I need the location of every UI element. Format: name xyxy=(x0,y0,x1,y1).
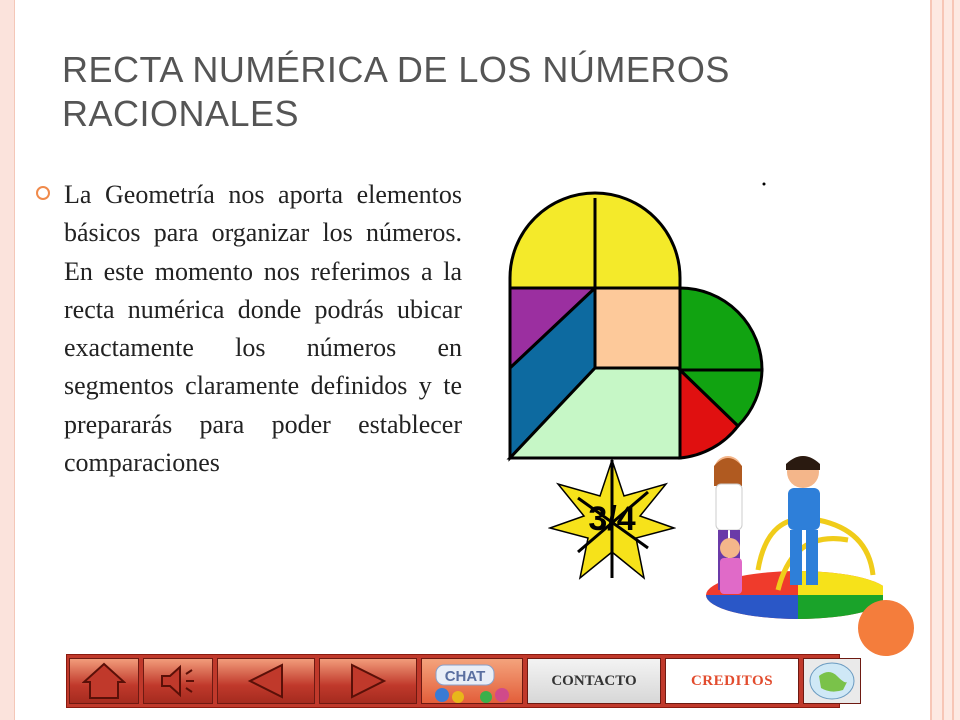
speaker-icon xyxy=(156,662,200,700)
sound-button[interactable] xyxy=(143,658,213,704)
fraction-star-icon xyxy=(548,458,676,580)
fraction-label: 3/4 xyxy=(588,500,636,538)
credits-button[interactable] xyxy=(665,658,799,704)
next-button[interactable] xyxy=(319,658,417,704)
arrow-right-icon xyxy=(346,662,390,700)
contact-button[interactable] xyxy=(527,658,661,704)
kids-carousel-illustration xyxy=(698,450,883,630)
geometric-heart-figure xyxy=(488,168,788,468)
credits-label: CREDITOS xyxy=(690,672,774,689)
home-button[interactable] xyxy=(69,658,139,704)
previous-button[interactable] xyxy=(217,658,315,704)
bullet-icon xyxy=(36,186,50,200)
chat-label: CHAT xyxy=(444,668,486,685)
slide-title: RECTA NUMÉRICA DE LOS NÚMEROS RACIONALES xyxy=(62,49,730,134)
contact-label: CONTACTO xyxy=(551,672,637,689)
slide-right-border xyxy=(918,0,960,720)
slide-body-text: La Geometría nos aporta elementos básicos para organizar los números. En este momento nos referimos a la recta numérica donde podrás ubicar exactamente los números en segmentos claramente definidos y te prepararás para poder establecer comparaciones xyxy=(64,180,462,478)
exit-button[interactable] xyxy=(803,658,861,704)
arrow-left-icon xyxy=(244,662,288,700)
slide-left-border xyxy=(0,0,15,720)
globe-icon xyxy=(807,660,857,702)
decorative-circle xyxy=(858,600,914,656)
chat-button[interactable] xyxy=(421,658,523,704)
chat-icon xyxy=(424,659,520,703)
home-icon xyxy=(82,662,126,700)
navigation-bar xyxy=(66,654,840,708)
